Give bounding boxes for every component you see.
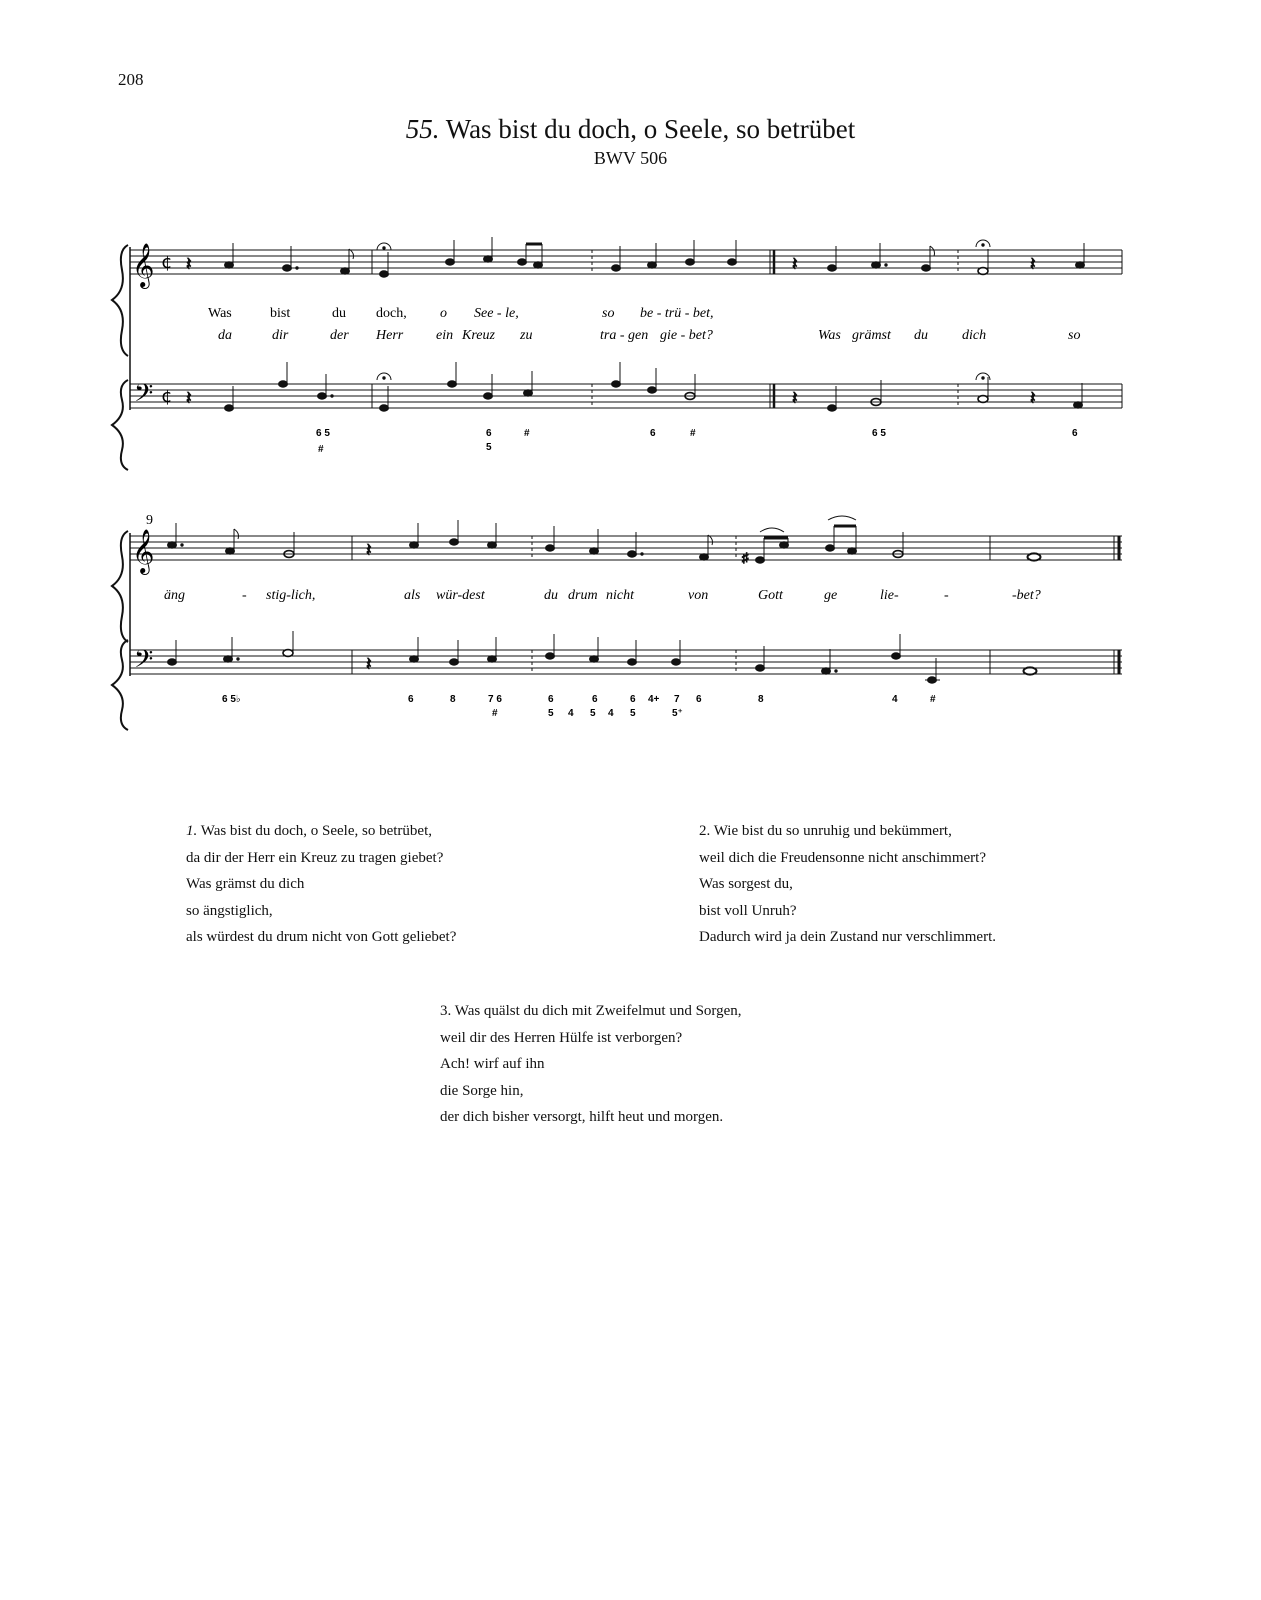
stanza-line: 3. Was quälst du dich mit Zweifelmut und Sorgen, (440, 1003, 742, 1019)
svg-text:#: # (318, 444, 324, 455)
svg-text:dich: dich (962, 328, 987, 343)
svg-text:bist: bist (270, 306, 291, 321)
svg-text:von: von (688, 588, 709, 603)
svg-text:Was: Was (818, 328, 841, 343)
stanza-line: 1. Was bist du doch, o Seele, so betrübet, (186, 823, 432, 839)
svg-text:so: so (1068, 328, 1081, 343)
svg-text:du: du (544, 588, 558, 603)
cut-time-icon: ¢ (161, 386, 173, 407)
page-number: 208 (118, 70, 144, 89)
svg-text:grämst: grämst (852, 328, 891, 343)
svg-text:Was: Was (208, 306, 232, 321)
figured-bass-2 (222, 694, 936, 719)
quarter-rest-icon: 𝄽 (186, 388, 192, 408)
stanza-line: Ach! wirf auf ihn (440, 1056, 545, 1072)
svg-text:be - trü - bet,: be - trü - bet, (640, 306, 714, 321)
bass-clef-icon: 𝄢 (134, 645, 154, 680)
svg-text:-: - (242, 588, 247, 603)
treble-staff (130, 250, 1122, 274)
slur (828, 516, 856, 520)
stanza-line: weil dir des Herren Hülfe ist verborgen? (440, 1029, 683, 1046)
system-brace (112, 531, 128, 642)
svg-text:8: 8 (450, 694, 456, 705)
system-1 (112, 237, 1122, 470)
svg-text:wür-dest: wür-dest (436, 588, 485, 603)
svg-text:du: du (332, 306, 346, 321)
svg-text:4: 4 (892, 694, 898, 705)
stanza-number: 3. (440, 1003, 452, 1019)
svg-text:6: 6 (630, 694, 636, 705)
svg-text:dir: dir (272, 328, 289, 343)
quarter-rest-icon: 𝄽 (792, 254, 798, 274)
barlines (352, 536, 1119, 674)
lyrics-line-1 (208, 306, 713, 321)
svg-text:tra - gen: tra - gen (600, 328, 649, 343)
quarter-rest-icon: 𝄽 (792, 388, 798, 408)
quarter-rest-icon: 𝄽 (366, 654, 372, 674)
slur (760, 528, 784, 532)
svg-text:drum: drum (568, 588, 598, 603)
music-score (0, 0, 1261, 760)
svg-text:5⁺: 5⁺ (672, 708, 683, 719)
treble-notes (168, 516, 1041, 565)
svg-text:äng: äng (164, 588, 185, 603)
svg-text:6: 6 (1072, 428, 1078, 439)
svg-text:du: du (914, 328, 928, 343)
svg-text:6: 6 (696, 694, 702, 705)
svg-text:nicht: nicht (606, 588, 634, 603)
stanza-line: weil dich die Freudensonne nicht anschimmert? (699, 849, 986, 866)
svg-text:4: 4 (608, 708, 614, 719)
svg-text:#: # (690, 428, 696, 439)
svg-text:8: 8 (758, 694, 764, 705)
hymn-title-text: Was bist du doch, o Seele, so betrübet (445, 114, 856, 144)
system-brace (112, 380, 128, 470)
svg-text:stig-lich,: stig-lich, (266, 588, 316, 603)
svg-text:als: als (404, 588, 421, 603)
treble-clef-icon: 𝄞 (132, 529, 155, 573)
sharp-icon: ♯ (742, 550, 749, 565)
svg-text:so: so (602, 306, 615, 321)
bass-staff (130, 384, 1122, 408)
svg-text:o: o (440, 306, 447, 321)
quarter-rest-icon: 𝄽 (1030, 388, 1036, 408)
measure-number: 9 (146, 513, 153, 528)
system-2 (112, 513, 1122, 730)
quarter-rest-icon: 𝄽 (186, 254, 192, 274)
quarter-rest-icon: 𝄽 (1030, 254, 1036, 274)
stanza-1 (186, 818, 456, 951)
svg-text:gie - bet?: gie - bet? (660, 328, 713, 343)
treble-notes (186, 237, 1085, 277)
svg-text:-: - (944, 588, 949, 603)
svg-text:6: 6 (592, 694, 598, 705)
lyrics-line-3 (164, 588, 1041, 603)
lyrics-line-2 (218, 328, 1080, 343)
svg-text:6: 6 (486, 428, 492, 439)
svg-text:#: # (524, 428, 530, 439)
system-brace (112, 245, 128, 356)
svg-text:-bet?: -bet? (1012, 588, 1041, 603)
stanza-line: so ängstiglich, (186, 902, 273, 919)
svg-text:6 5: 6 5 (872, 428, 886, 439)
stanza-line: Was grämst du dich (186, 876, 305, 892)
svg-text:#: # (492, 708, 498, 719)
svg-text:6: 6 (650, 428, 656, 439)
bass-staff (130, 650, 1122, 674)
svg-text:#: # (930, 694, 936, 705)
svg-text:da: da (218, 328, 232, 343)
stanza-line: als würdest du drum nicht von Gott geliebet? (186, 929, 457, 945)
bass-notes (168, 631, 1037, 683)
bass-clef-icon: 𝄢 (134, 379, 154, 414)
stanza-line: der dich bisher versorgt, hilft heut und morgen. (440, 1109, 724, 1125)
svg-text:6 5♭: 6 5♭ (222, 694, 241, 705)
svg-text:5: 5 (486, 442, 492, 453)
stanza-line: Was sorgest du, (699, 876, 793, 892)
svg-text:7: 7 (674, 694, 680, 705)
svg-text:Kreuz: Kreuz (462, 328, 495, 343)
svg-text:4: 4 (568, 708, 574, 719)
treble-staff (130, 536, 1122, 560)
svg-text:doch,: doch, (376, 306, 407, 321)
svg-text:6: 6 (408, 694, 414, 705)
figured-bass-1 (316, 428, 1078, 455)
svg-text:zu: zu (520, 328, 533, 343)
svg-text:6 5: 6 5 (316, 428, 330, 439)
catalog-number: BWV 506 (593, 148, 668, 168)
svg-text:See - le,: See - le, (474, 306, 519, 321)
quarter-rest-icon: 𝄽 (366, 540, 372, 560)
treble-clef-icon: 𝄞 (132, 243, 155, 287)
svg-text:ge: ge (824, 588, 838, 603)
bass-notes (186, 362, 1083, 411)
stanza-line: bist voll Unruh? (699, 902, 797, 919)
stanza-3 (440, 998, 742, 1131)
stanza-line: da dir der Herr ein Kreuz zu tragen giebet? (186, 849, 444, 866)
hymn-number: 55. (405, 114, 440, 144)
svg-text:5: 5 (630, 708, 636, 719)
svg-text:4+: 4+ (648, 694, 660, 705)
stanza-line: die Sorge hin, (440, 1082, 524, 1099)
svg-text:6: 6 (548, 694, 554, 705)
stanza-2 (699, 818, 996, 951)
svg-text:7 6: 7 6 (488, 694, 502, 705)
cut-time-icon: ¢ (161, 252, 173, 273)
svg-text:5: 5 (548, 708, 554, 719)
stanza-line: Dadurch wird ja dein Zustand nur verschlimmert. (699, 929, 996, 945)
svg-text:der: der (330, 328, 349, 343)
stanza-number: 2. (699, 823, 711, 839)
stanza-number: 1. (186, 823, 198, 839)
stanza-line: 2. Wie bist du so unruhig und bekümmert, (699, 823, 952, 839)
svg-text:ein: ein (436, 328, 454, 343)
svg-text:Gott: Gott (758, 588, 783, 603)
svg-text:5: 5 (590, 708, 596, 719)
system-brace (112, 640, 128, 730)
svg-text:lie-: lie- (880, 588, 899, 603)
svg-text:Herr: Herr (376, 328, 404, 343)
